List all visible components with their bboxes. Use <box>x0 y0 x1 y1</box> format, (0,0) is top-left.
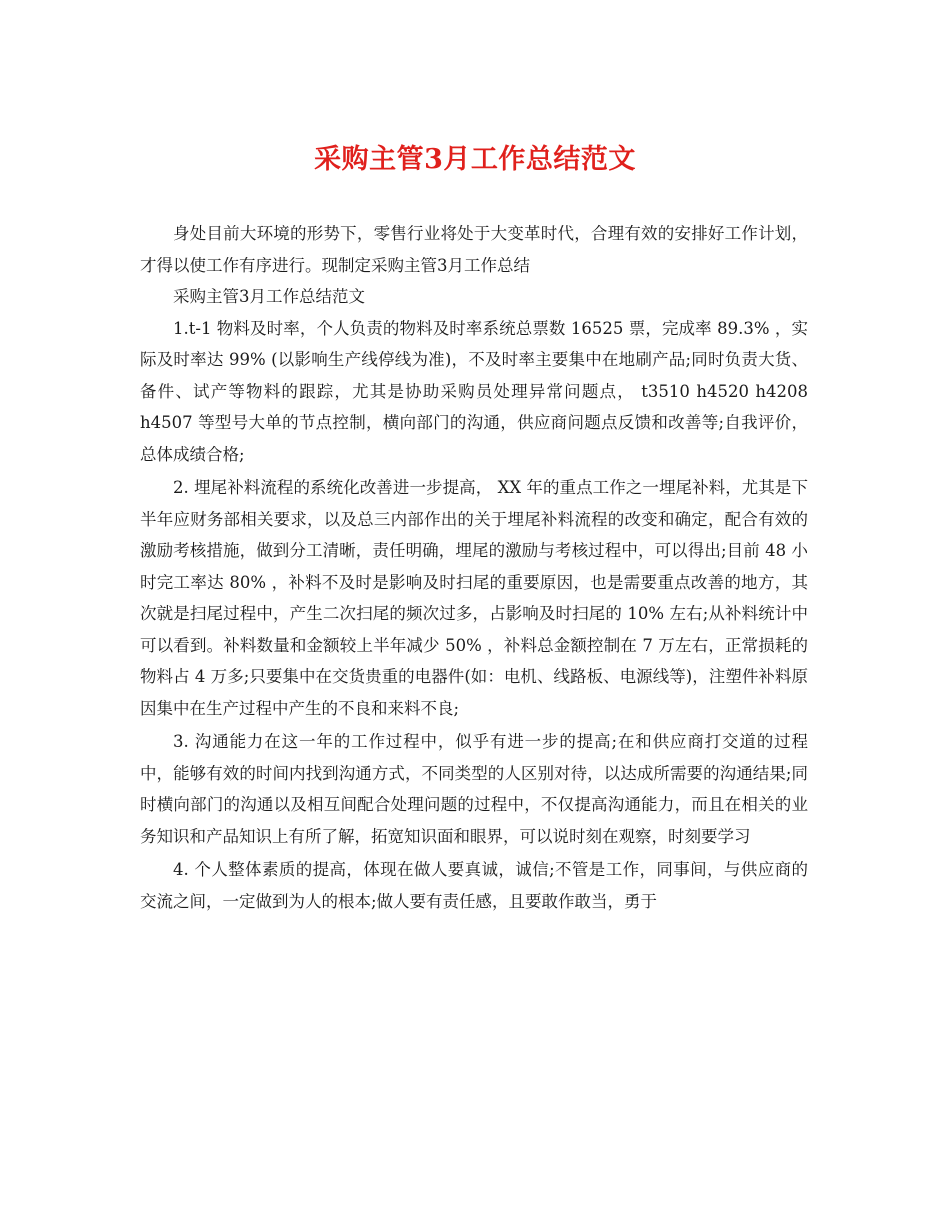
paragraph-item-2: 2. 埋尾补料流程的系统化改善进一步提高， XX 年的重点工作之一埋尾补料，尤其是下半年应财务部相关要求，以及总三内部作出的关于埋尾补料流程的改变和确定，配合有效的激励考核措施，做到分工清晰，责任明确，埋尾的激励与考核过程中，可以得出;目前 48 小时完工率达 80% ，补料不及时是影响及时扫尾的重要原因，也是需要重点改善的地方，其次就是扫尾过程中，产生二次扫尾的频次过多，占影响及时扫尾的 10% 左右;从补料统计中可以看到。补料数量和金额较上半年减少 50% ，补料总金额控制在 7 万左右，正常损耗的物料占 4 万多;只要集中在交货贵重的电器件(如：电机、线路板、电源线等)，注塑件补料原因集中在生产过程中产生的不良和来料不良; <box>140 478 808 718</box>
document-body <box>140 218 808 917</box>
intro-paragraph: 身处目前大环境的形势下，零售行业将处于大变革时代，合理有效的安排好工作计划，才得以使工作有序进行。现制定采购主管3月工作总结 <box>140 224 808 275</box>
paragraph-item-1: 1.t-1 物料及时率，个人负责的物料及时率系统总票数 16525 票，完成率 89.3% ，实际及时率达 99% (以影响生产线停线为准)，不及时率主要集中在地刷产品;同时负责大货、备件、试产等物料的跟踪，尤其是协助采购员处理异常问题点， t3510 h4520 h4208 h4507 等型号大单的节点控制，横向部门的沟通，供应商问题点反馈和改善等;自我评价，总体成绩合格; <box>140 318 808 464</box>
paragraph-item-4: 4. 个人整体素质的提高，体现在做人要真诚，诚信;不管是工作，同事间，与供应商的交流之间，一定做到为人的根本;做人要有责任感，且要敢作敢当，勇于 <box>140 860 808 911</box>
subtitle-paragraph: 采购主管3月工作总结范文 <box>173 287 365 306</box>
paragraph-item-3: 3. 沟通能力在这一年的工作过程中，似乎有进一步的提高;在和供应商打交道的过程中，能够有效的时间内找到沟通方式，不同类型的人区别对待，以达成所需要的沟通结果;同时横向部门的沟通以及相互间配合处理问题的过程中，不仅提高沟通能力，而且在相关的业务知识和产品知识上有所了解，拓宽知识面和眼界，可以说时刻在观察，时刻要学习 <box>140 732 808 846</box>
document-title: 采购主管3月工作总结范文 <box>314 144 636 175</box>
